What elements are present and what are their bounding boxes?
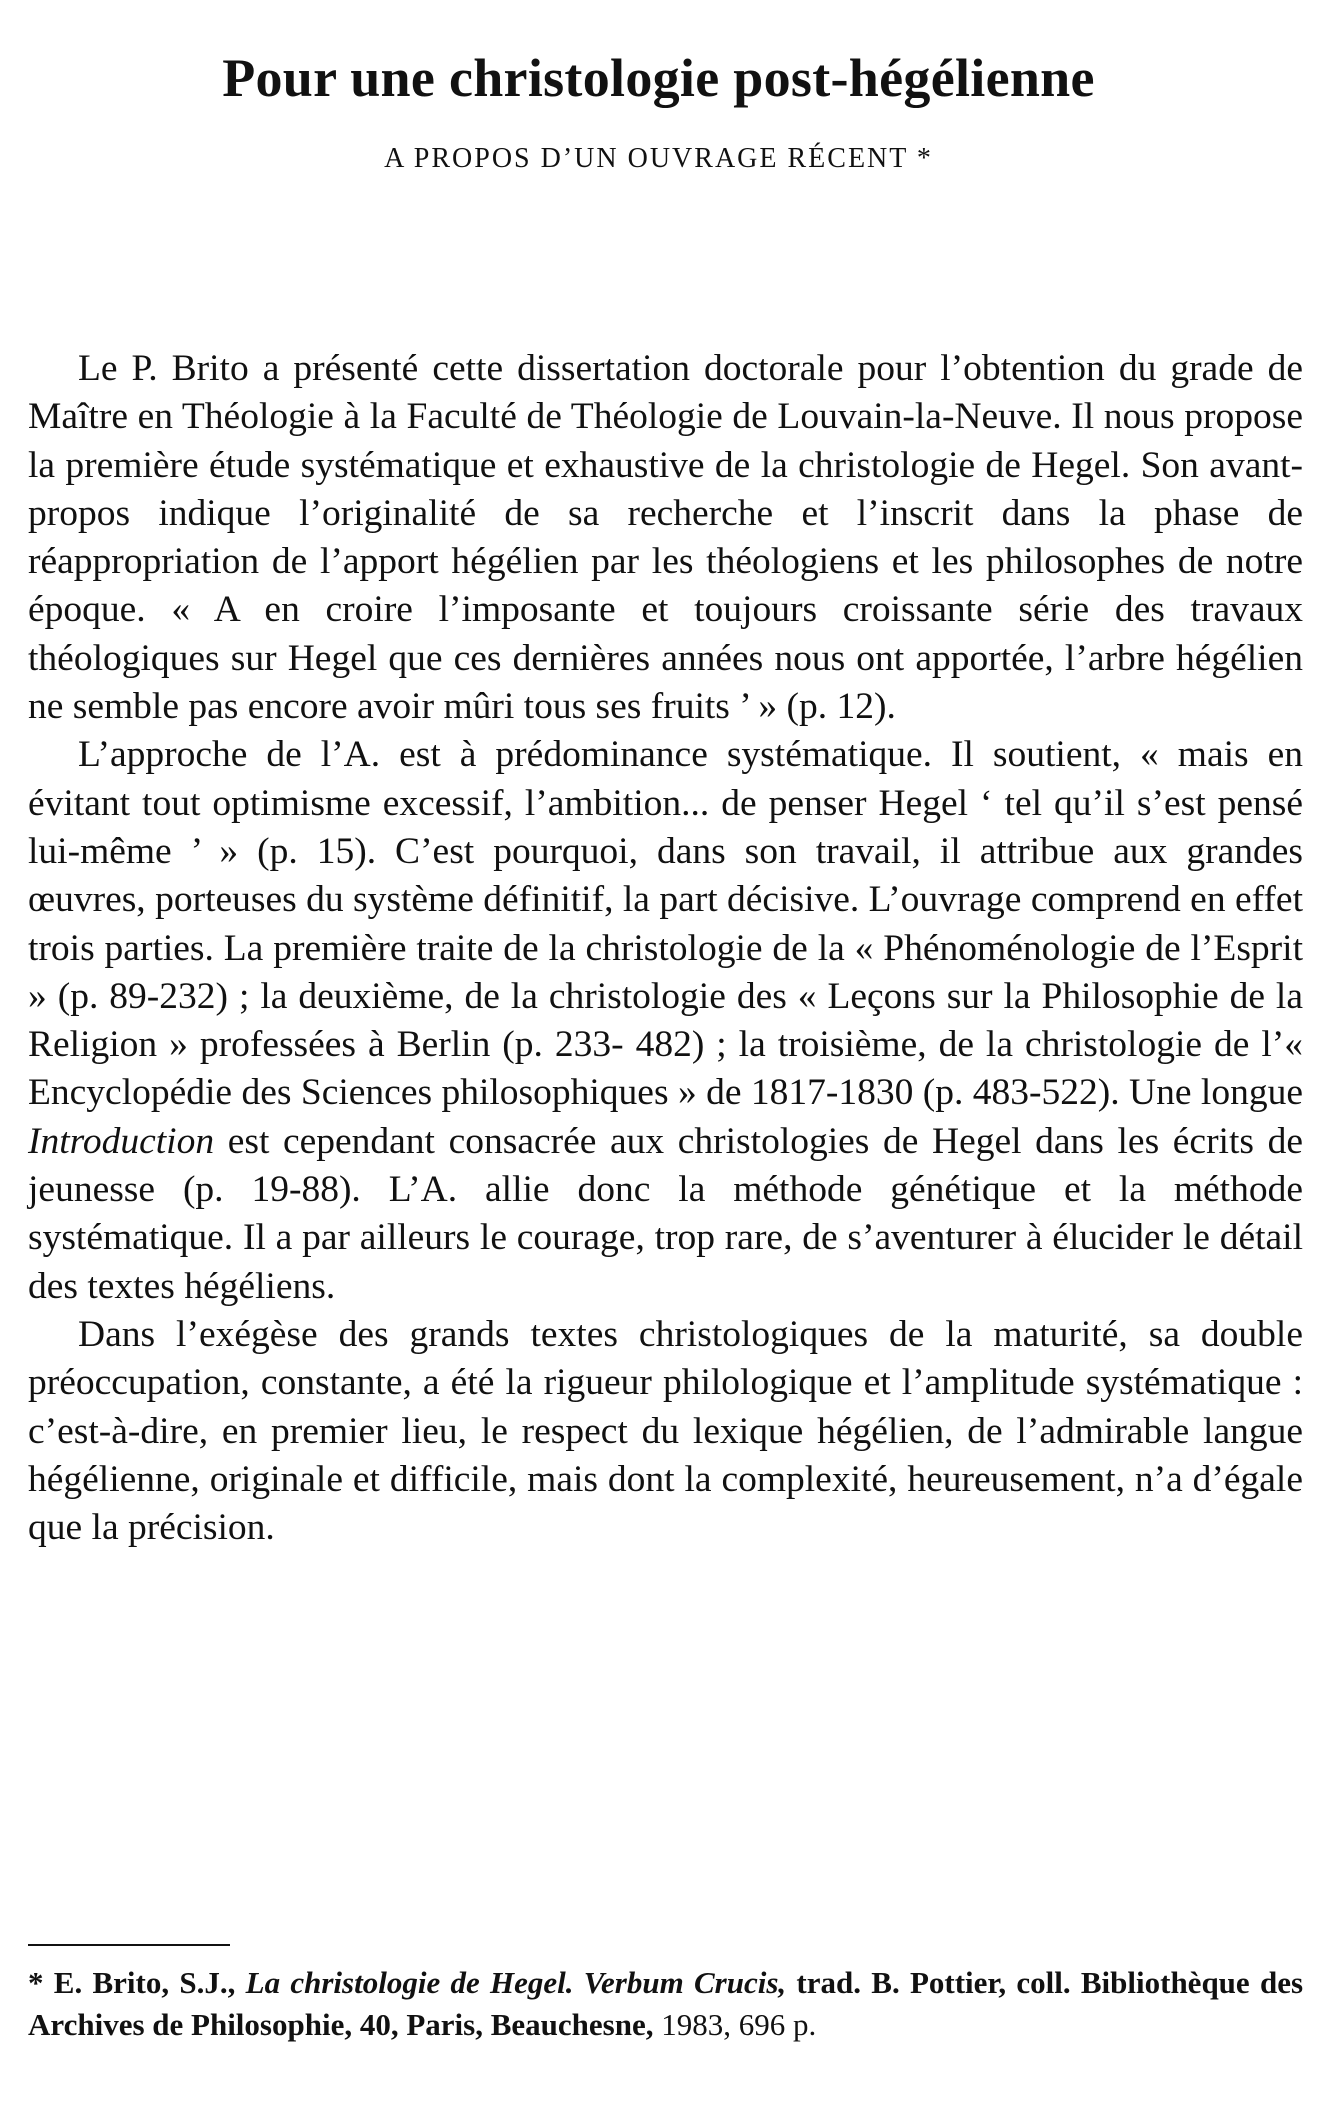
article-body	[28, 345, 1303, 1552]
footnote-details: trad. B. Pottier, coll. Bibliothèque des Archives de Philosophie, 40, Paris, Beauchesne,	[28, 1965, 1304, 2042]
page-title: Pour une christologie post-hégélienne	[222, 48, 1095, 109]
footnote-year-pages: 1983, 696 p.	[661, 2006, 817, 2042]
footnote	[28, 1962, 1303, 2045]
introduction-italic: Introduction	[28, 1120, 215, 1162]
footnote-book-title: La christologie de Hegel. Verbum Crucis,	[245, 1965, 787, 2000]
paragraph-3: Dans l’exégèse des grands textes christologiques de la maturité, sa double préoccupation, constante, a été la rigueur philologique et l’amplitude systématique : c’est-à-dire, en premier lieu, le respect du lexique hégélien, de l’admirable langue hégélienne, originale et difficile, mais dont la complexité, heureusement, n’a d’égale que la précision.	[28, 1313, 1303, 1549]
paragraph-2-text-start: L’approche de l’A. est à prédominance systématique. Il soutient, « mais en évitant tout optimisme excessif, l’ambition... de penser Hegel ‘ tel qu’il s’est pensé lui-même ’ » (p. 15). C’est pourquoi, dans son travail, il attribue aux grandes œuvres, porteuses du système définitif, la part décisive. L’ouvrage comprend en effet trois parties. La première traite de la christologie de la « Phénoménologie de l’Esprit » (p. 89-232) ; la deuxième, de la christologie des « Leçons sur la Philosophie de la Religion » professées à Berlin (p. 233- 482) ; la troisième, de la christologie de l’« Encyclopédie des Sciences philosophiques » de 1817-1830 (p. 483-522). Une longue	[28, 734, 1303, 1114]
footnote-divider	[28, 1944, 230, 1946]
footnote-marker: *	[28, 1965, 44, 2000]
paragraph-1: Le P. Brito a présenté cette dissertation doctorale pour l’obtention du grade de Maître en Théologie à la Faculté de Théologie de Louvain-la-Neuve. Il nous propose la première étude systématique et exhaustive de la christologie de Hegel. Son avant-propos indique l’originalité de sa recherche et l’inscrit dans la phase de réappropriation de l’apport hégélien par les théologiens et les philosophes de notre époque. « A en croire l’imposante et toujours croissante série des travaux théologiques sur Hegel que ces dernières années nous ont apportée, l’arbre hégélien ne semble pas encore avoir mûri tous ses fruits ’ » (p. 12).	[28, 348, 1303, 728]
paragraph-2-text-end: est cependant consacrée aux christologies de Hegel dans les écrits de jeunesse (p. 19-88). L’A. allie donc la méthode génétique et la méthode systématique. Il a par ailleurs le courage, trop rare, de s’aventurer à élucider le détail des textes hégéliens.	[28, 1120, 1303, 1307]
footnote-author: E. Brito, S.J.,	[53, 1965, 236, 2000]
paragraph-2	[28, 731, 1303, 1311]
page-subtitle: A PROPOS D’UN OUVRAGE RÉCENT *	[384, 143, 933, 174]
